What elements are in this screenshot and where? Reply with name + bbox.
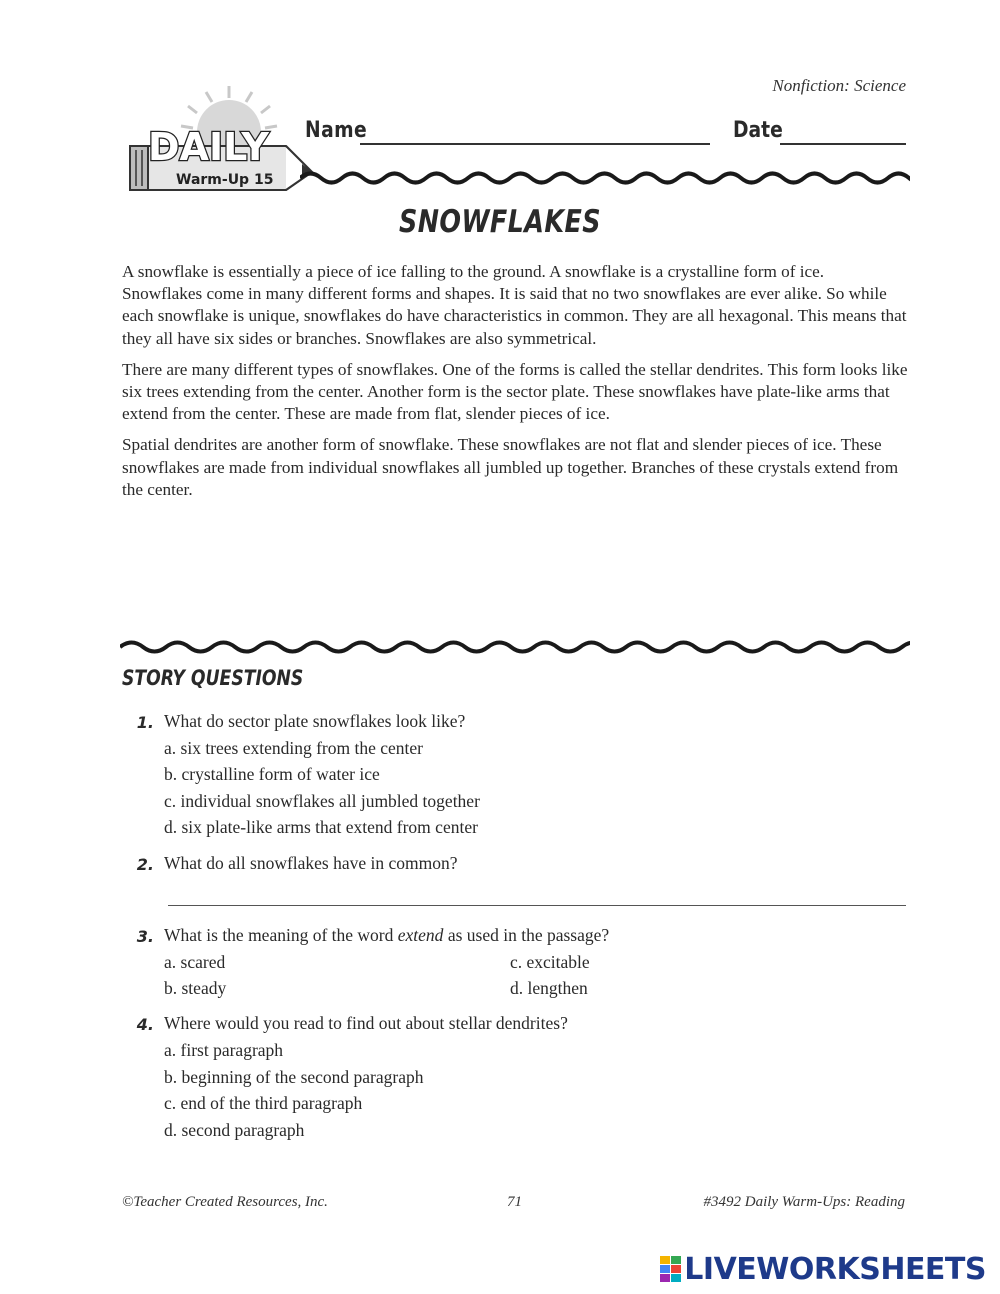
answer-line[interactable] <box>168 905 906 906</box>
answer-option[interactable]: b. beginning of the second paragraph <box>164 1067 424 1087</box>
question-text: What do sector plate snowflakes look like? <box>164 711 466 731</box>
liveworksheets-watermark <box>660 1252 986 1287</box>
category-label: Nonfiction: Science <box>772 76 906 95</box>
date-label: Date <box>733 118 783 143</box>
name-label: Name <box>305 118 368 143</box>
question-number: 3. <box>136 927 154 946</box>
answer-option[interactable]: b. steady <box>164 978 227 998</box>
answer-option[interactable]: b. crystalline form of water ice <box>164 764 380 784</box>
passage-paragraph-2: There are many different types of snowflakes. One of the forms is called the stellar dendrites. This form looks like six trees extending from the center. Another form is the sector plate. These snowflakes have plate-like arms that extend from the center. These are made from flat, slender pieces of ice. <box>122 359 908 424</box>
logo-word: DAILY <box>148 125 269 169</box>
question-text: What do all snowflakes have in common? <box>164 853 458 873</box>
answer-option[interactable]: a. first paragraph <box>164 1040 284 1060</box>
question-number: 1. <box>136 713 154 732</box>
liveworksheets-logo-icon <box>660 1256 682 1282</box>
page-title: SNOWFLAKES <box>399 204 601 240</box>
footer-book-title: #3492 Daily Warm-Ups: Reading <box>703 1194 905 1210</box>
answer-option[interactable]: d. second paragraph <box>164 1120 305 1140</box>
questions-heading: STORY QUESTIONS <box>122 666 304 690</box>
answer-option[interactable]: d. six plate-like arms that extend from center <box>164 817 478 837</box>
answer-option[interactable]: c. end of the third paragraph <box>164 1093 363 1113</box>
footer-copyright: ©Teacher Created Resources, Inc. <box>122 1194 328 1210</box>
answer-option[interactable]: c. individual snowflakes all jumbled together <box>164 791 480 811</box>
answer-option[interactable]: d. lengthen <box>510 978 588 998</box>
question-text: What is the meaning of the word extend as used in the passage? <box>164 925 610 945</box>
answer-option[interactable]: c. excitable <box>510 952 590 972</box>
wavy-divider-top <box>300 166 910 190</box>
logo-subtitle: Warm-Up 15 <box>176 172 274 188</box>
watermark-text: LIVEWORKSHEETS <box>684 1252 986 1287</box>
answer-option[interactable]: a. six trees extending from the center <box>164 738 423 758</box>
wavy-divider-middle <box>120 634 910 660</box>
footer-page-number: 71 <box>507 1194 522 1210</box>
question-number: 2. <box>136 855 154 874</box>
answer-option[interactable]: a. scared <box>164 952 226 972</box>
passage-paragraph-3: Spatial dendrites are another form of snowflake. These snowflakes are not flat and slender pieces of ice. These snowflakes are made from individual snowflakes all jumbled up together. Branches of these crystals extend from the center. <box>122 435 899 499</box>
name-field[interactable] <box>360 143 710 145</box>
daily-warmup-logo <box>126 84 321 196</box>
passage-paragraph-1: A snowflake is essentially a piece of ice falling to the ground. A snowflake is a crystalline form of ice. Snowflakes come in many different forms and shapes. It is said that no two snowflakes are ever alike. So while each snowflake is unique, snowflakes do have characteristics in common. They are all hexagonal. This means that they all have six sides or branches. Snowflakes are also symmetrical. <box>122 262 907 348</box>
question-number: 4. <box>136 1015 154 1034</box>
question-text: Where would you read to find out about stellar dendrites? <box>164 1013 568 1033</box>
date-field[interactable] <box>780 143 906 145</box>
reading-passage <box>122 261 908 510</box>
